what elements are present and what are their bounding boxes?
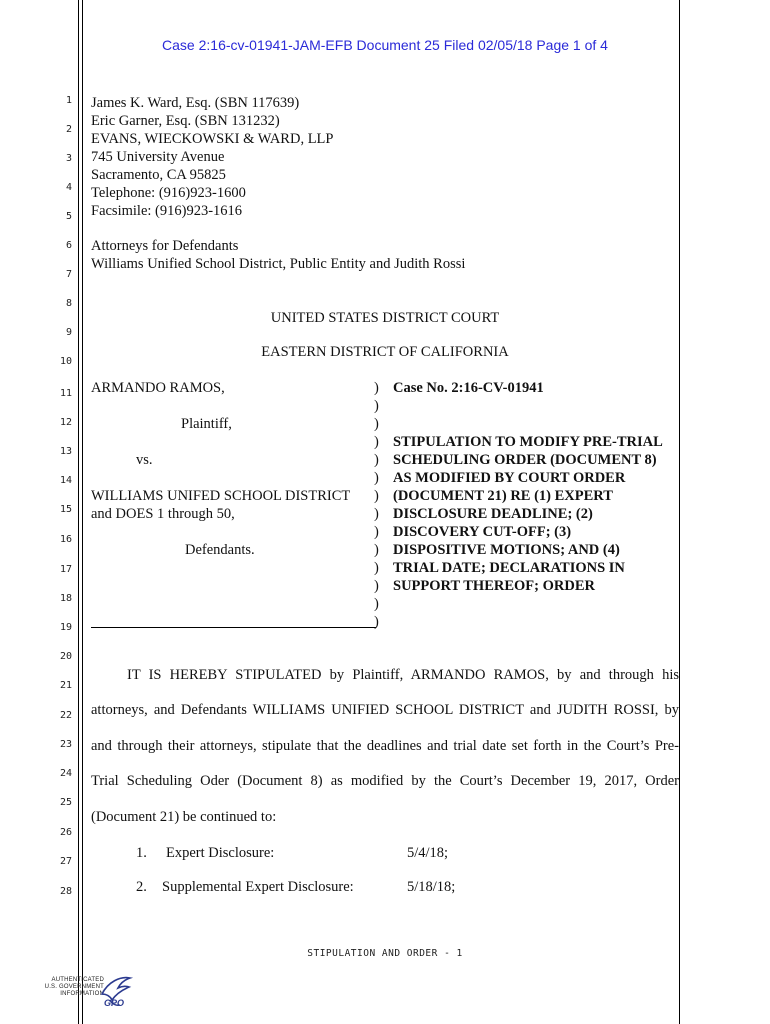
seal-text-line: U.S. GOVERNMENT xyxy=(44,984,104,990)
body-line: Trial Scheduling Oder (Document 8) as modified by the Court’s December 19, 2017, Order xyxy=(91,773,679,789)
line-number: 9 xyxy=(65,327,72,338)
defendant-role: Defendants. xyxy=(185,542,255,558)
seal-text-line: INFORMATION xyxy=(60,991,104,997)
line-number: 10 xyxy=(59,356,72,367)
right-margin-rule xyxy=(679,0,680,1024)
defendant-name: WILLIAMS UNIFED SCHOOL DISTRICT xyxy=(91,488,351,504)
case-header-stamp: Case 2:16-cv-01941-JAM-EFB Document 25 Filed 02/05/18 Page 1 of 4 xyxy=(162,37,608,53)
caption-paren: ) xyxy=(374,506,379,522)
attorney-line: Telephone: (916)923-1600 xyxy=(91,185,246,201)
left-margin-rule-inner xyxy=(82,0,83,1024)
attorneys-for-line: Attorneys for Defendants xyxy=(91,238,239,254)
attorneys-for-parties: Williams Unified School District, Public Entity and Judith Rossi xyxy=(91,256,466,272)
list-item-date: 5/18/18; xyxy=(407,879,456,895)
line-number: 5 xyxy=(65,211,72,222)
document-title-line: TRIAL DATE; DECLARATIONS IN xyxy=(393,560,625,576)
caption-paren: ) xyxy=(374,380,379,396)
body-line: and through their attorneys, stipulate that the deadlines and trial date set forth in the Court’s Pre- xyxy=(91,738,679,754)
page-footer: STIPULATION AND ORDER - 1 xyxy=(307,948,463,959)
caption-paren: ) xyxy=(374,398,379,414)
line-number: 8 xyxy=(65,298,72,309)
caption-paren: ) xyxy=(374,560,379,576)
document-title-line: AS MODIFIED BY COURT ORDER xyxy=(393,470,626,486)
line-number: 13 xyxy=(59,446,72,457)
line-number: 1 xyxy=(65,95,72,106)
caption-paren: ) xyxy=(374,488,379,504)
attorney-line: Facsimile: (916)923-1616 xyxy=(91,203,243,219)
caption-paren: ) xyxy=(374,416,379,432)
defendant-name-cont: and DOES 1 through 50, xyxy=(91,506,235,522)
document-title-line: DISCOVERY CUT-OFF; (3) xyxy=(393,524,572,540)
seal-text-line: AUTHENTICATED xyxy=(51,977,104,983)
line-number: 2 xyxy=(65,124,72,135)
plaintiff-name: ARMANDO RAMOS, xyxy=(91,380,225,396)
list-item-number: 2. xyxy=(136,879,147,895)
line-number: 28 xyxy=(59,886,72,897)
line-number: 27 xyxy=(59,856,72,867)
caption-paren: ) xyxy=(374,542,379,558)
body-line: attorneys, and Defendants WILLIAMS UNIFIED SCHOOL DISTRICT and JUDITH ROSSI, by xyxy=(91,702,679,718)
list-item-number: 1. xyxy=(136,845,147,861)
attorney-line: James K. Ward, Esq. (SBN 117639) xyxy=(91,95,300,111)
line-number: 11 xyxy=(59,388,72,399)
document-title-line: (DOCUMENT 21) RE (1) EXPERT xyxy=(393,488,613,504)
line-number: 19 xyxy=(59,622,72,633)
body-line: (Document 21) be continued to: xyxy=(91,809,277,825)
line-number: 6 xyxy=(65,240,72,251)
line-number: 20 xyxy=(59,651,72,662)
list-item-label: Expert Disclosure: xyxy=(166,845,275,861)
caption-underline xyxy=(91,627,376,628)
versus: vs. xyxy=(136,452,153,468)
court-name: UNITED STATES DISTRICT COURT xyxy=(270,310,500,326)
line-number: 26 xyxy=(59,827,72,838)
list-item-label: Supplemental Expert Disclosure: xyxy=(162,879,354,895)
caption-paren: ) xyxy=(374,470,379,486)
gpo-authentication-seal xyxy=(44,972,134,1012)
line-number: 12 xyxy=(59,417,72,428)
document-title-line: SUPPORT THEREOF; ORDER xyxy=(393,578,595,594)
plaintiff-role: Plaintiff, xyxy=(181,416,232,432)
caption-paren: ) xyxy=(374,452,379,468)
caption-paren: ) xyxy=(374,434,379,450)
caption-paren: ) xyxy=(374,524,379,540)
document-title-line: DISCLOSURE DEADLINE; (2) xyxy=(393,506,593,522)
line-number: 24 xyxy=(59,768,72,779)
document-title-line: STIPULATION TO MODIFY PRE-TRIAL xyxy=(393,434,663,450)
attorney-line: EVANS, WIECKOWSKI & WARD, LLP xyxy=(91,131,334,147)
document-title-line: DISPOSITIVE MOTIONS; AND (4) xyxy=(393,542,620,558)
document-title-line: SCHEDULING ORDER (DOCUMENT 8) xyxy=(393,452,657,468)
line-number: 23 xyxy=(59,739,72,750)
attorney-line: 745 University Avenue xyxy=(91,149,225,165)
left-margin-rule-outer xyxy=(78,0,79,1024)
line-number: 15 xyxy=(59,504,72,515)
attorney-line: Sacramento, CA 95825 xyxy=(91,167,226,183)
line-number: 25 xyxy=(59,797,72,808)
line-number: 22 xyxy=(59,710,72,721)
line-number: 16 xyxy=(59,534,72,545)
line-number: 21 xyxy=(59,680,72,691)
body-line: IT IS HEREBY STIPULATED by Plaintiff, ARMANDO RAMOS, by and through his xyxy=(127,667,679,683)
line-number: 18 xyxy=(59,593,72,604)
line-number: 4 xyxy=(65,182,72,193)
case-number: Case No. 2:16-CV-01941 xyxy=(393,380,544,396)
line-number: 14 xyxy=(59,475,72,486)
list-item-date: 5/4/18; xyxy=(407,845,449,861)
caption-paren: ) xyxy=(374,578,379,594)
caption-paren: ) xyxy=(374,614,379,630)
line-number: 7 xyxy=(65,269,72,280)
line-number: 17 xyxy=(59,564,72,575)
line-number: 3 xyxy=(65,153,72,164)
attorney-line: Eric Garner, Esq. (SBN 131232) xyxy=(91,113,280,129)
court-district: EASTERN DISTRICT OF CALIFORNIA xyxy=(261,344,509,360)
gpo-mark: GPO xyxy=(104,998,125,1008)
caption-paren: ) xyxy=(374,596,379,612)
